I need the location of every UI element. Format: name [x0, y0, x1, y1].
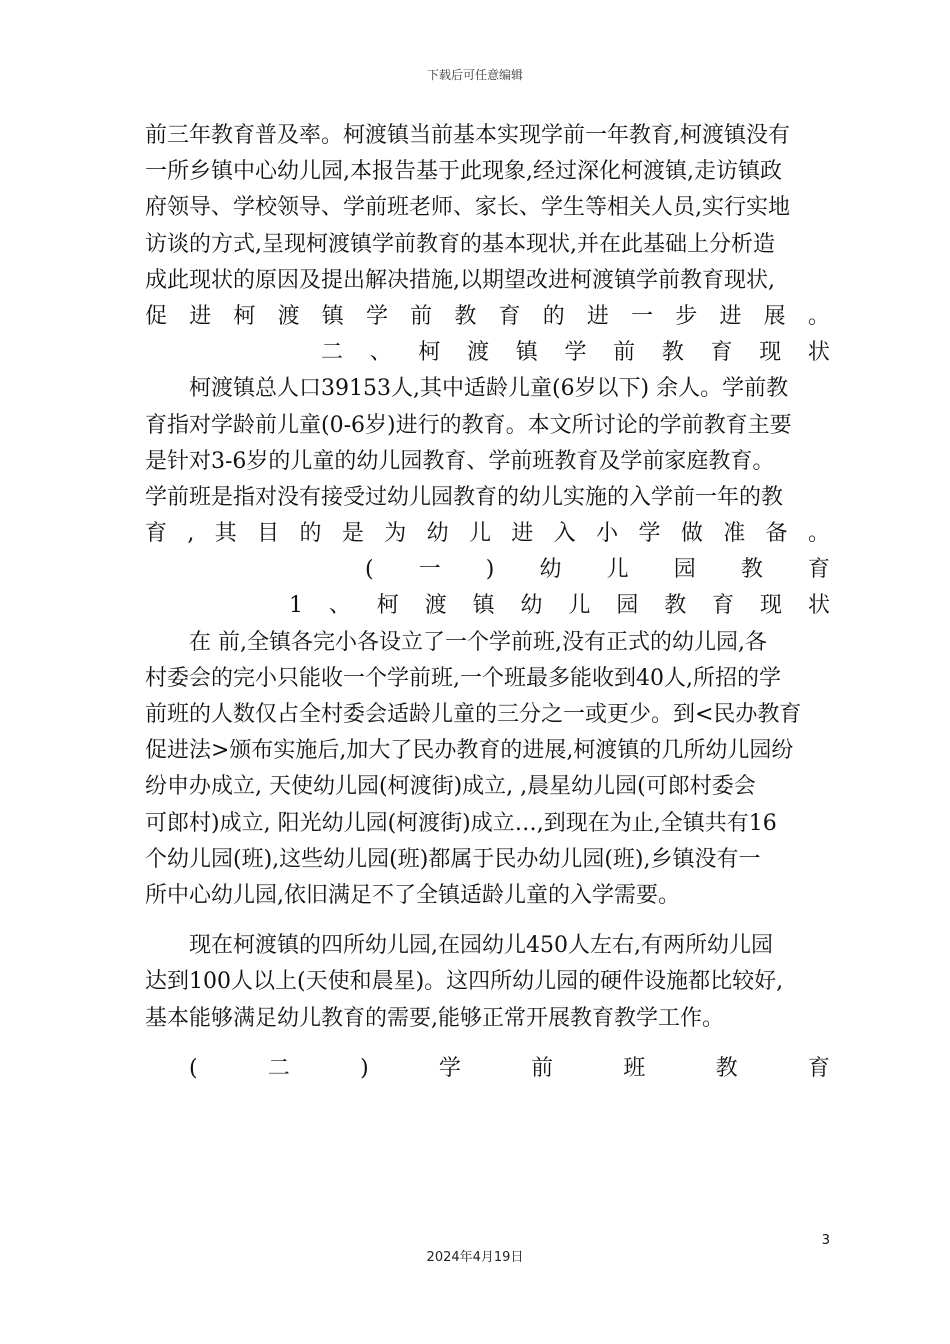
paragraph-line: 一所乡镇中心幼儿园,本报告基于此现象,经过深化柯渡镇,走访镇政	[145, 159, 782, 185]
text-glyph: 教	[454, 303, 477, 329]
text-glyph: 育	[145, 521, 168, 547]
text-glyph: 促	[145, 303, 168, 329]
paragraph-line: 达到100人以上(天使和晨星)。这四所幼儿园的硬件设施都比较好,	[145, 969, 784, 995]
text-glyph: 进	[719, 303, 742, 329]
text-glyph: 教	[715, 1055, 738, 1081]
text-glyph: 现	[759, 340, 782, 366]
paragraph-line-justified	[145, 299, 830, 335]
text-glyph: 进	[511, 521, 534, 547]
text-glyph: 的	[542, 303, 565, 329]
text-glyph: 学	[438, 1055, 461, 1081]
text-glyph: 育	[712, 593, 735, 619]
text-glyph: 教	[740, 557, 763, 583]
page-header: 下载后可任意编辑	[426, 68, 523, 82]
text-glyph: 儿	[606, 557, 629, 583]
text-glyph: 教	[661, 340, 684, 366]
text-glyph: 其	[214, 521, 237, 547]
text-glyph: 前	[531, 1055, 554, 1081]
text-glyph: 学	[365, 303, 388, 329]
text-glyph: 状	[807, 593, 830, 619]
text-glyph: 、	[328, 593, 351, 619]
text-glyph: 育	[710, 340, 733, 366]
text-glyph: 是	[341, 521, 364, 547]
spacer	[145, 1037, 830, 1051]
text-glyph: 步	[675, 303, 698, 329]
paragraph-line: 府领导、学校领导、学前班老师、家长、学生等相关人员,实行实地	[145, 195, 790, 221]
text-glyph: 育	[498, 303, 521, 329]
text-glyph: 育	[807, 557, 830, 583]
text-glyph: ,	[187, 521, 195, 547]
paragraph-line: 育指对学龄前儿童(0-6岁)进行的教育。本文所讨论的学前教育主要	[145, 412, 792, 438]
text-glyph: 准	[723, 521, 746, 547]
page-number: 3	[821, 1233, 830, 1248]
text-glyph: 备	[765, 521, 788, 547]
page-footer-date: 2024年4月19日	[426, 1250, 524, 1265]
text-glyph: 前	[410, 303, 433, 329]
text-glyph: 镇	[515, 340, 538, 366]
text-glyph: 二	[267, 1055, 290, 1081]
paragraph-line: 促进法>颁布实施后,加大了民办教育的进展,柯渡镇的几所幼儿园纷	[145, 738, 794, 764]
paragraph-line: 所中心幼儿园,依旧满足不了全镇适龄儿童的入学需要。	[145, 882, 680, 908]
text-glyph: 镇	[321, 303, 344, 329]
text-glyph: 学	[564, 340, 587, 366]
paragraph-line: 前三年教育普及率。柯渡镇当前基本实现学前一年教育,柯渡镇没有	[145, 123, 790, 148]
paragraph-line: 学前班是指对没有接受过幼儿园教育的幼儿实施的入学前一年的教	[145, 484, 784, 510]
paragraph-line: 是针对3-6岁的儿童的幼儿园教育、学前班教育及学前家庭教育。	[145, 448, 775, 474]
paragraph-line: 现在柯渡镇的四所幼儿园,在园幼儿450人左右,有两所幼儿园	[189, 933, 773, 959]
text-glyph: 、	[369, 340, 392, 366]
text-glyph: )	[360, 1055, 369, 1081]
text-glyph: 。	[807, 303, 830, 329]
text-glyph: (	[365, 557, 374, 583]
text-glyph: 幼	[426, 521, 449, 547]
text-glyph: 进	[189, 303, 212, 329]
text-glyph: 渡	[424, 593, 447, 619]
paragraph-line: 村委会的完小只能收一个学前班,一个班最多能收到40人,所招的学	[145, 665, 781, 691]
text-glyph: 渡	[467, 340, 490, 366]
text-glyph: )	[485, 557, 495, 583]
paragraph-line: 在 前,全镇各完小各设立了一个学前班,没有正式的幼儿园,各	[189, 629, 767, 655]
section-heading	[145, 335, 830, 371]
subsection-heading	[145, 588, 830, 624]
text-glyph: 幼	[539, 557, 562, 583]
text-glyph: 儿	[468, 521, 491, 547]
text-glyph: 目	[257, 521, 280, 547]
subsection-heading	[145, 552, 830, 588]
text-glyph: 镇	[472, 593, 495, 619]
text-glyph: 现	[760, 593, 783, 619]
paragraph-line: 基本能够满足幼儿教育的需要,能够正常开展教育教学工作。	[145, 1005, 724, 1031]
text-glyph: 。	[807, 521, 830, 547]
subsection-heading	[145, 1051, 830, 1087]
paragraph-line: 可郎村)成立, 阳光幼儿园(柯渡街)成立…,到现在为止,全镇共有16	[145, 810, 777, 836]
text-glyph: 小	[596, 521, 619, 547]
text-glyph: 学	[638, 521, 661, 547]
text-glyph: 教	[664, 593, 687, 619]
text-glyph: 展	[763, 303, 786, 329]
paragraph-line: 个幼儿园(班),这些幼儿园(班)都属于民办幼儿园(班),乡镇没有一	[145, 846, 761, 872]
text-glyph: 一	[418, 557, 441, 583]
text-glyph: 一	[631, 303, 654, 329]
text-glyph: 儿	[568, 593, 591, 619]
spacer	[145, 914, 830, 928]
text-glyph: 前	[613, 340, 636, 366]
text-glyph: 入	[553, 521, 576, 547]
text-glyph: 状	[807, 340, 830, 366]
text-glyph: 渡	[277, 303, 300, 329]
paragraph-line: 前班的人数仅占全村委会适龄儿童的三分之一或更少。到<民办教育	[145, 702, 802, 727]
text-glyph: 育	[807, 1055, 830, 1081]
paragraph-line: 成此现状的原因及提出解决措施,以期望改进柯渡镇学前教育现状,	[145, 267, 775, 293]
text-glyph: 柯	[376, 593, 399, 619]
text-glyph: 的	[299, 521, 322, 547]
text-glyph: 二	[321, 340, 344, 366]
paragraph-line: 柯渡镇总人口39153人,其中适龄儿童(6岁以下) 余人。学前教	[189, 376, 789, 402]
text-glyph: 幼	[520, 593, 543, 619]
text-glyph: 为	[384, 521, 407, 547]
text-glyph: (	[189, 1055, 198, 1081]
text-glyph: 园	[616, 593, 639, 619]
text-glyph: 班	[623, 1055, 646, 1081]
text-glyph: 柯	[418, 340, 441, 366]
paragraph-line: 访谈的方式,呈现柯渡镇学前教育的基本现状,并在此基础上分析造	[145, 231, 775, 257]
paragraph-line: 纷申办成立, 天使幼儿园(柯渡街)成立, ,晨星幼儿园(可郎村委会	[145, 774, 756, 800]
text-glyph: 做	[680, 521, 703, 547]
paragraph-line-justified	[145, 516, 830, 552]
text-glyph: 园	[673, 557, 696, 583]
text-glyph: 进	[586, 303, 609, 329]
text-glyph: 柯	[233, 303, 256, 329]
text-glyph: 1	[289, 593, 303, 619]
document-body	[145, 118, 830, 1087]
